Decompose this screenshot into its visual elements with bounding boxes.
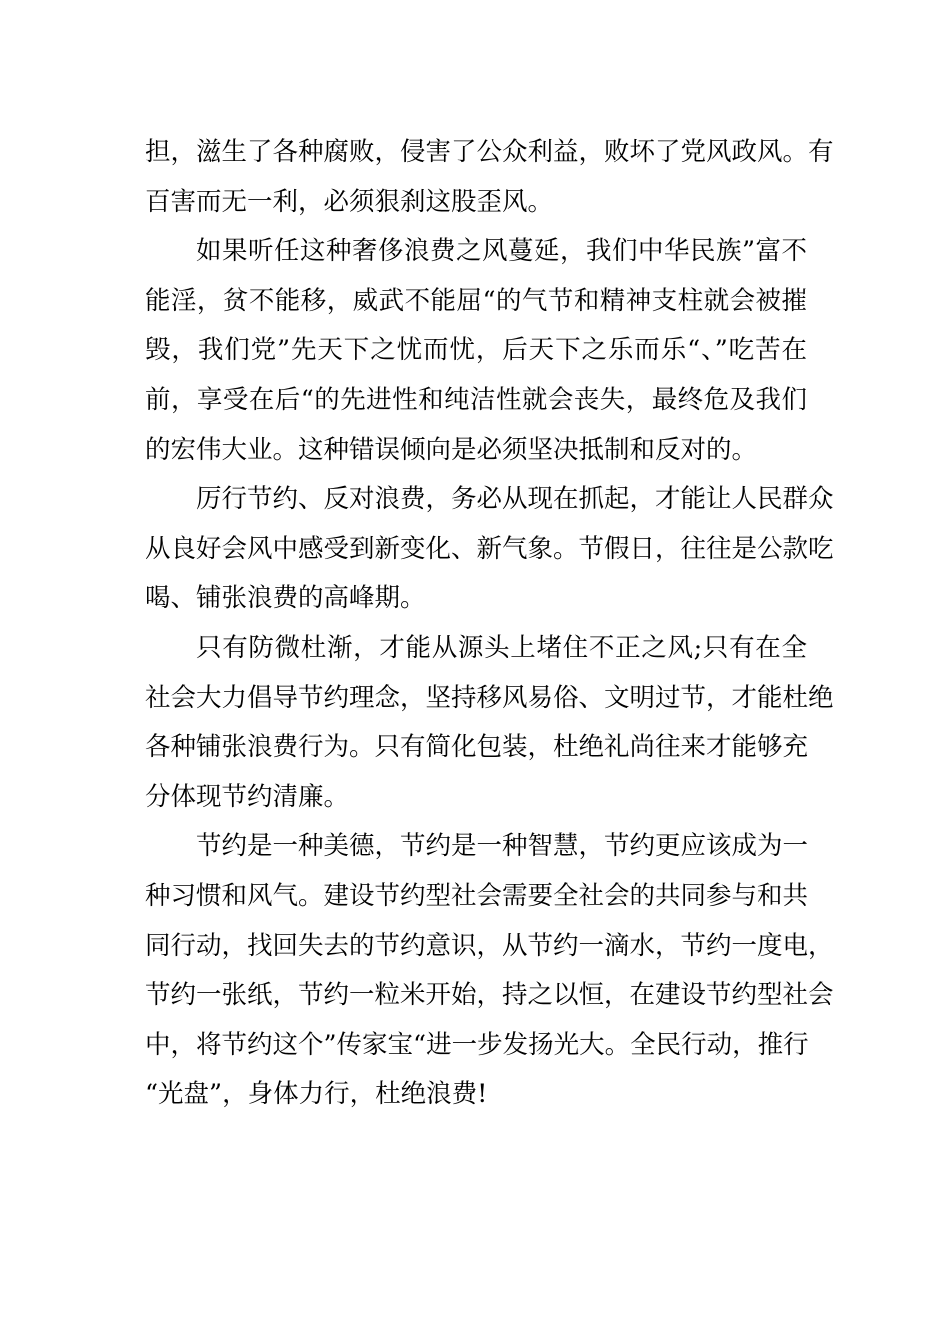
text-line: 中，将节约这个”传家宝“进一步发扬光大。全民行动，推行 bbox=[145, 1029, 809, 1060]
text-line: 种习惯和风气。建设节约型社会需要全社会的共同参与和共 bbox=[145, 880, 809, 911]
paragraph-5 bbox=[145, 822, 834, 1120]
text-line: 毁，我们党”先天下之忧而忧，后天下之乐而乐“、”吃苦在 bbox=[145, 335, 807, 366]
paragraph-2 bbox=[145, 227, 807, 475]
text-line: 前，享受在后“的先进性和纯洁性就会丧失，最终危及我们 bbox=[145, 384, 807, 415]
text-line: 节约一张纸，节约一粒米开始，持之以恒，在建设节约型社会 bbox=[145, 980, 834, 1011]
text-line: 分体现节约清廉。 bbox=[145, 781, 350, 812]
text-line: 从良好会风中感受到新变化、新气象。节假日，往往是公款吃 bbox=[145, 533, 834, 564]
text-line: 节约是一种美德，节约是一种智慧，节约更应该成为一 bbox=[196, 831, 809, 862]
text-line: 如果听任这种奢侈浪费之风蔓延，我们中华民族”富不 bbox=[196, 236, 807, 267]
text-line: 厉行节约、反对浪费，务必从现在抓起，才能让人民群众 bbox=[196, 484, 834, 515]
text-line: 喝、铺张浪费的高峰期。 bbox=[145, 583, 426, 614]
text-line: 只有防微杜渐，才能从源头上堵住不正之风;只有在全 bbox=[196, 632, 807, 663]
text-line: “光盘”，身体力行，杜绝浪费! bbox=[145, 1079, 488, 1110]
paragraph-4 bbox=[145, 624, 834, 822]
document-page bbox=[145, 128, 834, 1120]
text-line: 同行动，找回失去的节约意识，从节约一滴水，节约一度电， bbox=[145, 930, 834, 961]
text-line: 担，滋生了各种腐败，侵害了公众利益，败坏了党风政风。有 bbox=[145, 137, 834, 167]
text-line: 社会大力倡导节约理念，坚持移风易俗、文明过节，才能杜绝 bbox=[145, 682, 834, 713]
text-line: 的宏伟大业。这种错误倾向是必须坚决抵制和反对的。 bbox=[145, 434, 758, 465]
paragraph-3 bbox=[145, 475, 834, 624]
text-line: 能淫，贫不能移，威武不能屈“的气节和精神支柱就会被摧 bbox=[145, 285, 807, 316]
text-line: 各种铺张浪费行为。只有简化包装，杜绝礼尚往来才能够充 bbox=[145, 732, 809, 763]
paragraph-1 bbox=[145, 128, 834, 227]
text-line: 百害而无一利，必须狠刹这股歪风。 bbox=[145, 186, 554, 217]
